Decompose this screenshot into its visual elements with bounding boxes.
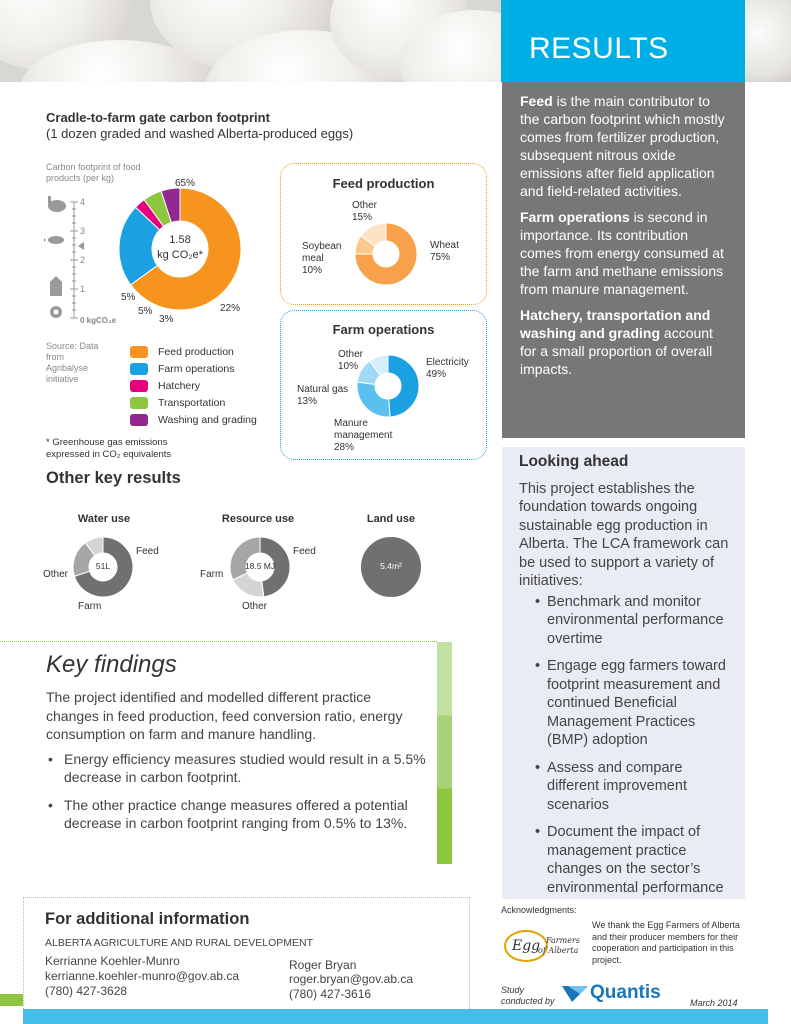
footprint-legend: Feed production Farm operations Hatchery Transportation Washing and grading: [130, 345, 270, 430]
contact-org: ALBERTA AGRICULTURE AND RURAL DEVELOPMENT: [45, 937, 314, 949]
donut-center-label: [150, 233, 210, 263]
water-use-title: Water use: [77, 513, 131, 525]
results-title: RESULTS: [529, 32, 669, 65]
resource-label-other: Other: [242, 601, 268, 612]
data-label-transportation: 5%: [138, 306, 153, 317]
list-item: • Document the impact of management practice changes on the sector’s environmental performance: [519, 823, 731, 897]
results-banner: [501, 0, 745, 82]
resource-use-value: 18.5 MJ: [244, 561, 276, 571]
results-box: [502, 82, 745, 438]
scale-tick-3: 3: [80, 226, 86, 236]
scale-zero: 0 kgCO₂e: [80, 316, 117, 325]
results-paragraph-other: Hatchery, transportation and washing and grading account for a small proportion of overall impacts.: [520, 307, 713, 377]
key-findings-list: [46, 750, 426, 833]
segment-farm: [230, 537, 260, 580]
results-paragraph-farm: Farm operations is second in importance. Its contribution comes from energy consumed at the farm and methane emissions from manure management.: [520, 209, 724, 297]
eggs-icon: [130, 414, 148, 426]
truck-icon: [130, 397, 148, 409]
water-label-feed: Feed: [136, 546, 159, 557]
blue-footer-bar: [23, 1009, 768, 1024]
donut-center-value: 1.58: [169, 234, 191, 246]
scale-tick-2: 2: [80, 255, 86, 265]
feed-label-soybean: Soybean meal 10%: [302, 241, 342, 276]
fish-icon: [44, 236, 64, 244]
contact-2-name: Roger Bryan: [289, 958, 357, 972]
results-paragraph-feed: Feed is the main contributor to the carbon footprint which mostly comes from fertilizer production, subsequent nitrous oxide emissions after field application and field-related activities.: [520, 93, 725, 199]
date-label: March 2014: [690, 998, 738, 1008]
data-label-hatchery: 3%: [159, 314, 174, 325]
water-label-other: Other: [43, 569, 69, 580]
feed-label-wheat: Wheat 75%: [430, 240, 459, 263]
scale-label: Carbon footprint of food products (per kg): [46, 162, 141, 183]
source-note: Source: Data from Agribalyse initiative: [46, 341, 99, 384]
looking-ahead-title: Looking ahead: [519, 453, 629, 470]
resource-use-title: Resource use: [221, 513, 295, 525]
contact-info-title: For additional information: [45, 910, 250, 928]
data-label-farm: 22%: [220, 303, 241, 314]
hen-icon: [130, 380, 148, 392]
quantis-mark-icon: [560, 982, 590, 1004]
contact-1-name: Kerrianne Koehler-Munro: [45, 954, 180, 968]
feed-production-title: Feed production: [332, 176, 435, 191]
list-item: • Assess and compare different improvement scenarios: [519, 759, 731, 815]
list-item: • The other practice change measures offered a potential decrease in carbon footprint ranging from 0.5% to 13%.: [46, 796, 426, 833]
eggs-photo: [0, 0, 501, 82]
scale-ruler: [70, 202, 78, 318]
acknowledgments-text: We thank the Egg Farmers of Alberta and their producer members for their cooperation and participation in this project.: [592, 920, 740, 965]
acknowledgments-title: Acknowledgments:: [501, 905, 577, 915]
footnote: * Greenhouse gas emissions expressed in CO₂ equivalents: [46, 437, 172, 460]
land-use-value: 5.4m²: [380, 561, 402, 571]
resource-label-farm: Farm: [200, 569, 224, 580]
donut-center-unit: kg CO₂e*: [157, 249, 203, 261]
land-use-title: Land use: [366, 513, 416, 525]
key-findings-title: Key findings: [46, 651, 177, 678]
barn-icon: [130, 363, 148, 375]
contact-1-email[interactable]: kerrianne.koehler-munro@gov.ab.ca: [45, 969, 240, 983]
wheat-icon: ✽: [380, 246, 392, 262]
meat-icon: [48, 196, 66, 212]
eggs-photo-right: [745, 0, 791, 82]
footprint-title: Cradle-to-farm gate carbon footprint: [46, 110, 270, 125]
looking-ahead-list: [519, 593, 731, 898]
resource-label-feed: Feed: [293, 546, 316, 557]
data-label-feed: 65%: [175, 178, 196, 189]
milk-icon: [50, 276, 62, 296]
study-by-label: Study conducted by: [501, 985, 555, 1006]
scale-tick-4: 4: [80, 197, 86, 207]
looking-ahead-intro: This project establishes the foundation towards ongoing sustainable egg production in Alberta. The LCA framework can be used to support a variety of initiatives:: [519, 480, 729, 589]
green-accent-bar: [437, 642, 452, 864]
barn-icon: ⌂: [383, 378, 393, 394]
grain-icon: [50, 306, 62, 318]
quantis-logo: Quantis: [560, 980, 670, 1008]
food-scale-graphic: [44, 190, 104, 330]
water-label-farm: Farm: [78, 601, 102, 612]
egg-farmers-logo: Egg Farmers of Alberta: [502, 928, 582, 968]
data-label-washing: 5%: [121, 292, 136, 303]
feed-label-other: Other 15%: [352, 200, 378, 223]
farm-operations-title: Farm operations: [332, 322, 435, 337]
green-footer-bar: [0, 994, 23, 1006]
section-divider: [0, 641, 437, 642]
list-item: • Benchmark and monitor environmental performance overtime: [519, 593, 731, 649]
looking-ahead-box: [502, 447, 745, 899]
footprint-subtitle: (1 dozen graded and washed Alberta-produced eggs): [46, 126, 354, 141]
water-use-value: 51L: [95, 561, 111, 571]
list-item: • Energy efficiency measures studied would result in a 5.5% decrease in carbon footprint.: [46, 750, 426, 787]
contact-1-phone: (780) 427-3628: [45, 984, 128, 998]
farm-label-natural-gas: Natural gas 13%: [297, 384, 349, 407]
scale-marker-icon: [78, 242, 84, 250]
farm-label-other: Other 10%: [338, 349, 364, 372]
contact-2-phone: (780) 427-3616: [289, 987, 372, 1001]
contact-2-email[interactable]: roger.bryan@gov.ab.ca: [289, 972, 414, 986]
wheat-icon: [130, 346, 148, 358]
other-results-title: Other key results: [46, 469, 181, 487]
scale-tick-1: 1: [80, 284, 86, 294]
contact-info-box: [23, 897, 470, 1009]
farm-label-manure: Manure management 28%: [334, 418, 393, 453]
farm-label-electricity: Electricity 49%: [426, 357, 469, 380]
list-item: • Engage egg farmers toward footprint measurement and continued Beneficial Management Practices (BMP) adoption: [519, 657, 731, 750]
key-findings-body: [46, 688, 426, 842]
key-findings-intro: The project identified and modelled different practice changes in feed production, feed conversion ratio, energy consumption on farm and manure handling.: [46, 689, 403, 742]
